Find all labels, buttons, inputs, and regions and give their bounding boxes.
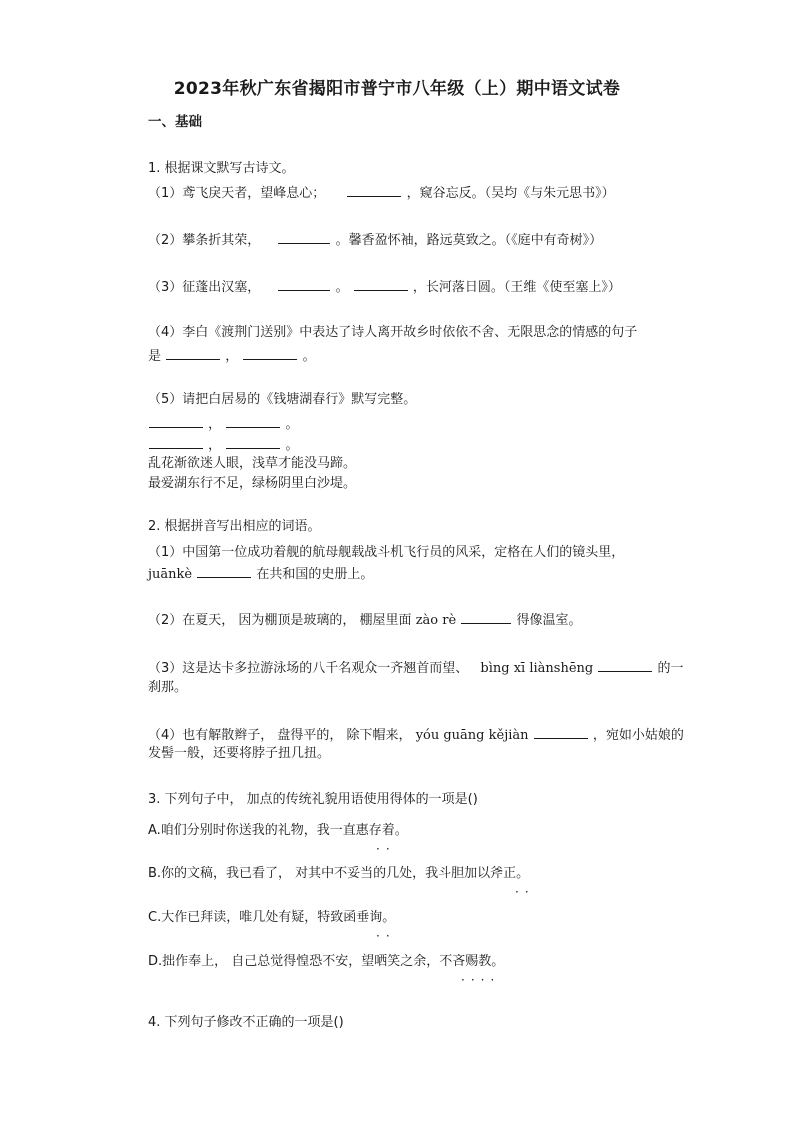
q1-s1-blank[interactable] (347, 183, 401, 197)
section-heading: 一、基础 (148, 114, 202, 130)
q3-option-d[interactable]: D.拙作奉上， 自己总觉得惶恐不安，望哂笑之余，不吝赐教。 (148, 954, 505, 969)
q1-s5-end-1: 。 (285, 417, 299, 432)
q1-s5-blank-1[interactable] (149, 414, 203, 428)
q2-s4-line2: 发髻一般，还要将脖子扭几扭。 (148, 746, 331, 761)
q2-s2-blank[interactable] (461, 610, 511, 624)
q3-option-a-emphasis-dots: ·· (376, 842, 396, 856)
q2-s3-text-a: （3）这是达卡多拉游泳场的八千名观众一齐翘首而望、 (148, 661, 469, 676)
q3-option-c[interactable]: C.大作已拜读，唯几处有疑，特致函垂询。 (148, 910, 396, 925)
q2-s4-line1 (148, 725, 684, 745)
q1-s3-text-b: 。 (335, 280, 349, 295)
q1-s5-blank-3[interactable] (149, 435, 203, 449)
q2-s4-blank[interactable] (534, 725, 588, 739)
exam-title: 2023年秋广东省揭阳市普宁市八年级（上）期中语文试卷 (173, 79, 621, 99)
q1-s5-line1 (148, 414, 298, 434)
q1-s5-blank-2[interactable] (226, 414, 280, 428)
q2-s1-line1: （1）中国第一位成功着舰的航母舰载战斗机飞行员的风采，定格在人们的镜头里， (148, 545, 625, 560)
q1-s3-blank-2[interactable] (354, 277, 408, 291)
q1-s4-blank-1[interactable] (166, 346, 220, 360)
q1-s2 (148, 230, 602, 250)
q3-option-c-emphasis-dots: ·· (376, 929, 396, 943)
q1-s2-text-a: （2）攀条折其荣， (148, 233, 261, 248)
q1-s5-blank-4[interactable] (226, 435, 280, 449)
q1-s5-stem: （5）请把白居易的《钱塘湖春行》默写完整。 (148, 392, 417, 407)
q2-s2-pinyin: zào rè (415, 613, 457, 628)
q2-s3-line1 (148, 658, 684, 678)
q3-stem: 3. 下列句子中， 加点的传统礼貌用语使用得体的一项是() (148, 792, 478, 807)
q1-s4-blank-2[interactable] (243, 346, 297, 360)
q1-s5-sep-1: ， (208, 417, 222, 432)
q2-s1-pinyin: juānkè (148, 567, 193, 582)
q1-s5-sep-2: ， (208, 438, 222, 453)
q1-stem: 1. 根据课文默写古诗文。 (148, 161, 295, 176)
q1-s4-line1: （4）李白《渡荆门送别》中表达了诗人离开故乡时依依不舍、无限思念的情感的句子 (148, 325, 638, 340)
q1-s3-blank-1[interactable] (278, 277, 330, 291)
q1-s4-text-c: ， (225, 349, 239, 364)
q2-s4-text-b: ，宛如小姑娘的 (592, 728, 684, 743)
q2-s3-pinyin: bìng xī liànshēng (480, 661, 594, 676)
q3-option-a[interactable]: A.咱们分别时你送我的礼物，我一直惠存着。 (148, 823, 408, 838)
q1-s1 (148, 183, 615, 203)
q1-s4-line2 (148, 346, 316, 366)
q3-option-b-emphasis-dots: ·· (515, 885, 535, 899)
q3-option-d-emphasis-dots: ···· (461, 973, 501, 987)
q1-s1-text-b: ，窥谷忘反。（吴均《与朱元思书》） (406, 186, 615, 201)
q2-s4-text-a: （4）也有解散辫子， 盘得平的， 除下帽来， (148, 728, 412, 743)
q3-option-b[interactable]: B.你的文稿，我已看了， 对其中不妥当的几处，我斗胆加以斧正。 (148, 866, 530, 881)
q1-s4-text-d: 。 (302, 349, 316, 364)
q1-s3-text-c: ，长河落日圆。（王维《使至塞上》） (412, 280, 621, 295)
q1-s5-line3: 乱花渐欲迷人眼，浅草才能没马蹄。 (148, 456, 357, 471)
q1-s3-text-a: （3）征蓬出汉塞， (148, 280, 261, 295)
q2-s3-line2: 刹那。 (148, 680, 188, 695)
q2-s1-line2 (148, 564, 373, 584)
q2-s1-text-b: 在共和国的史册上。 (256, 567, 374, 582)
q2-s2 (148, 610, 581, 630)
q1-s5-end-2: 。 (285, 438, 299, 453)
q1-s3 (148, 277, 621, 297)
q1-s2-blank[interactable] (278, 230, 330, 244)
q2-s4-pinyin: yóu guāng kějiàn (415, 728, 529, 743)
q1-s1-text-a: （1）鸢飞戾天者，望峰息心； (148, 186, 326, 201)
q1-s5-line2 (148, 435, 298, 455)
q2-s1-blank[interactable] (197, 564, 251, 578)
q4-stem: 4. 下列句子修改不正确的一项是() (148, 1015, 344, 1030)
q2-s2-text-b: 得像温室。 (516, 613, 582, 628)
q2-s2-text-a: （2）在夏天， 因为棚顶是玻璃的， 棚屋里面 (148, 613, 412, 628)
q2-s3-blank[interactable] (598, 658, 652, 672)
q2-s3-text-b: 的一 (657, 661, 684, 676)
q1-s2-text-b: 。馨香盈怀袖，路远莫致之。（《庭中有奇树》） (335, 233, 603, 248)
q2-stem: 2. 根据拼音写出相应的词语。 (148, 519, 321, 534)
q1-s4-text-b: 是 (148, 349, 162, 364)
q1-s5-line4: 最爱湖东行不足，绿杨阴里白沙堤。 (148, 476, 357, 491)
